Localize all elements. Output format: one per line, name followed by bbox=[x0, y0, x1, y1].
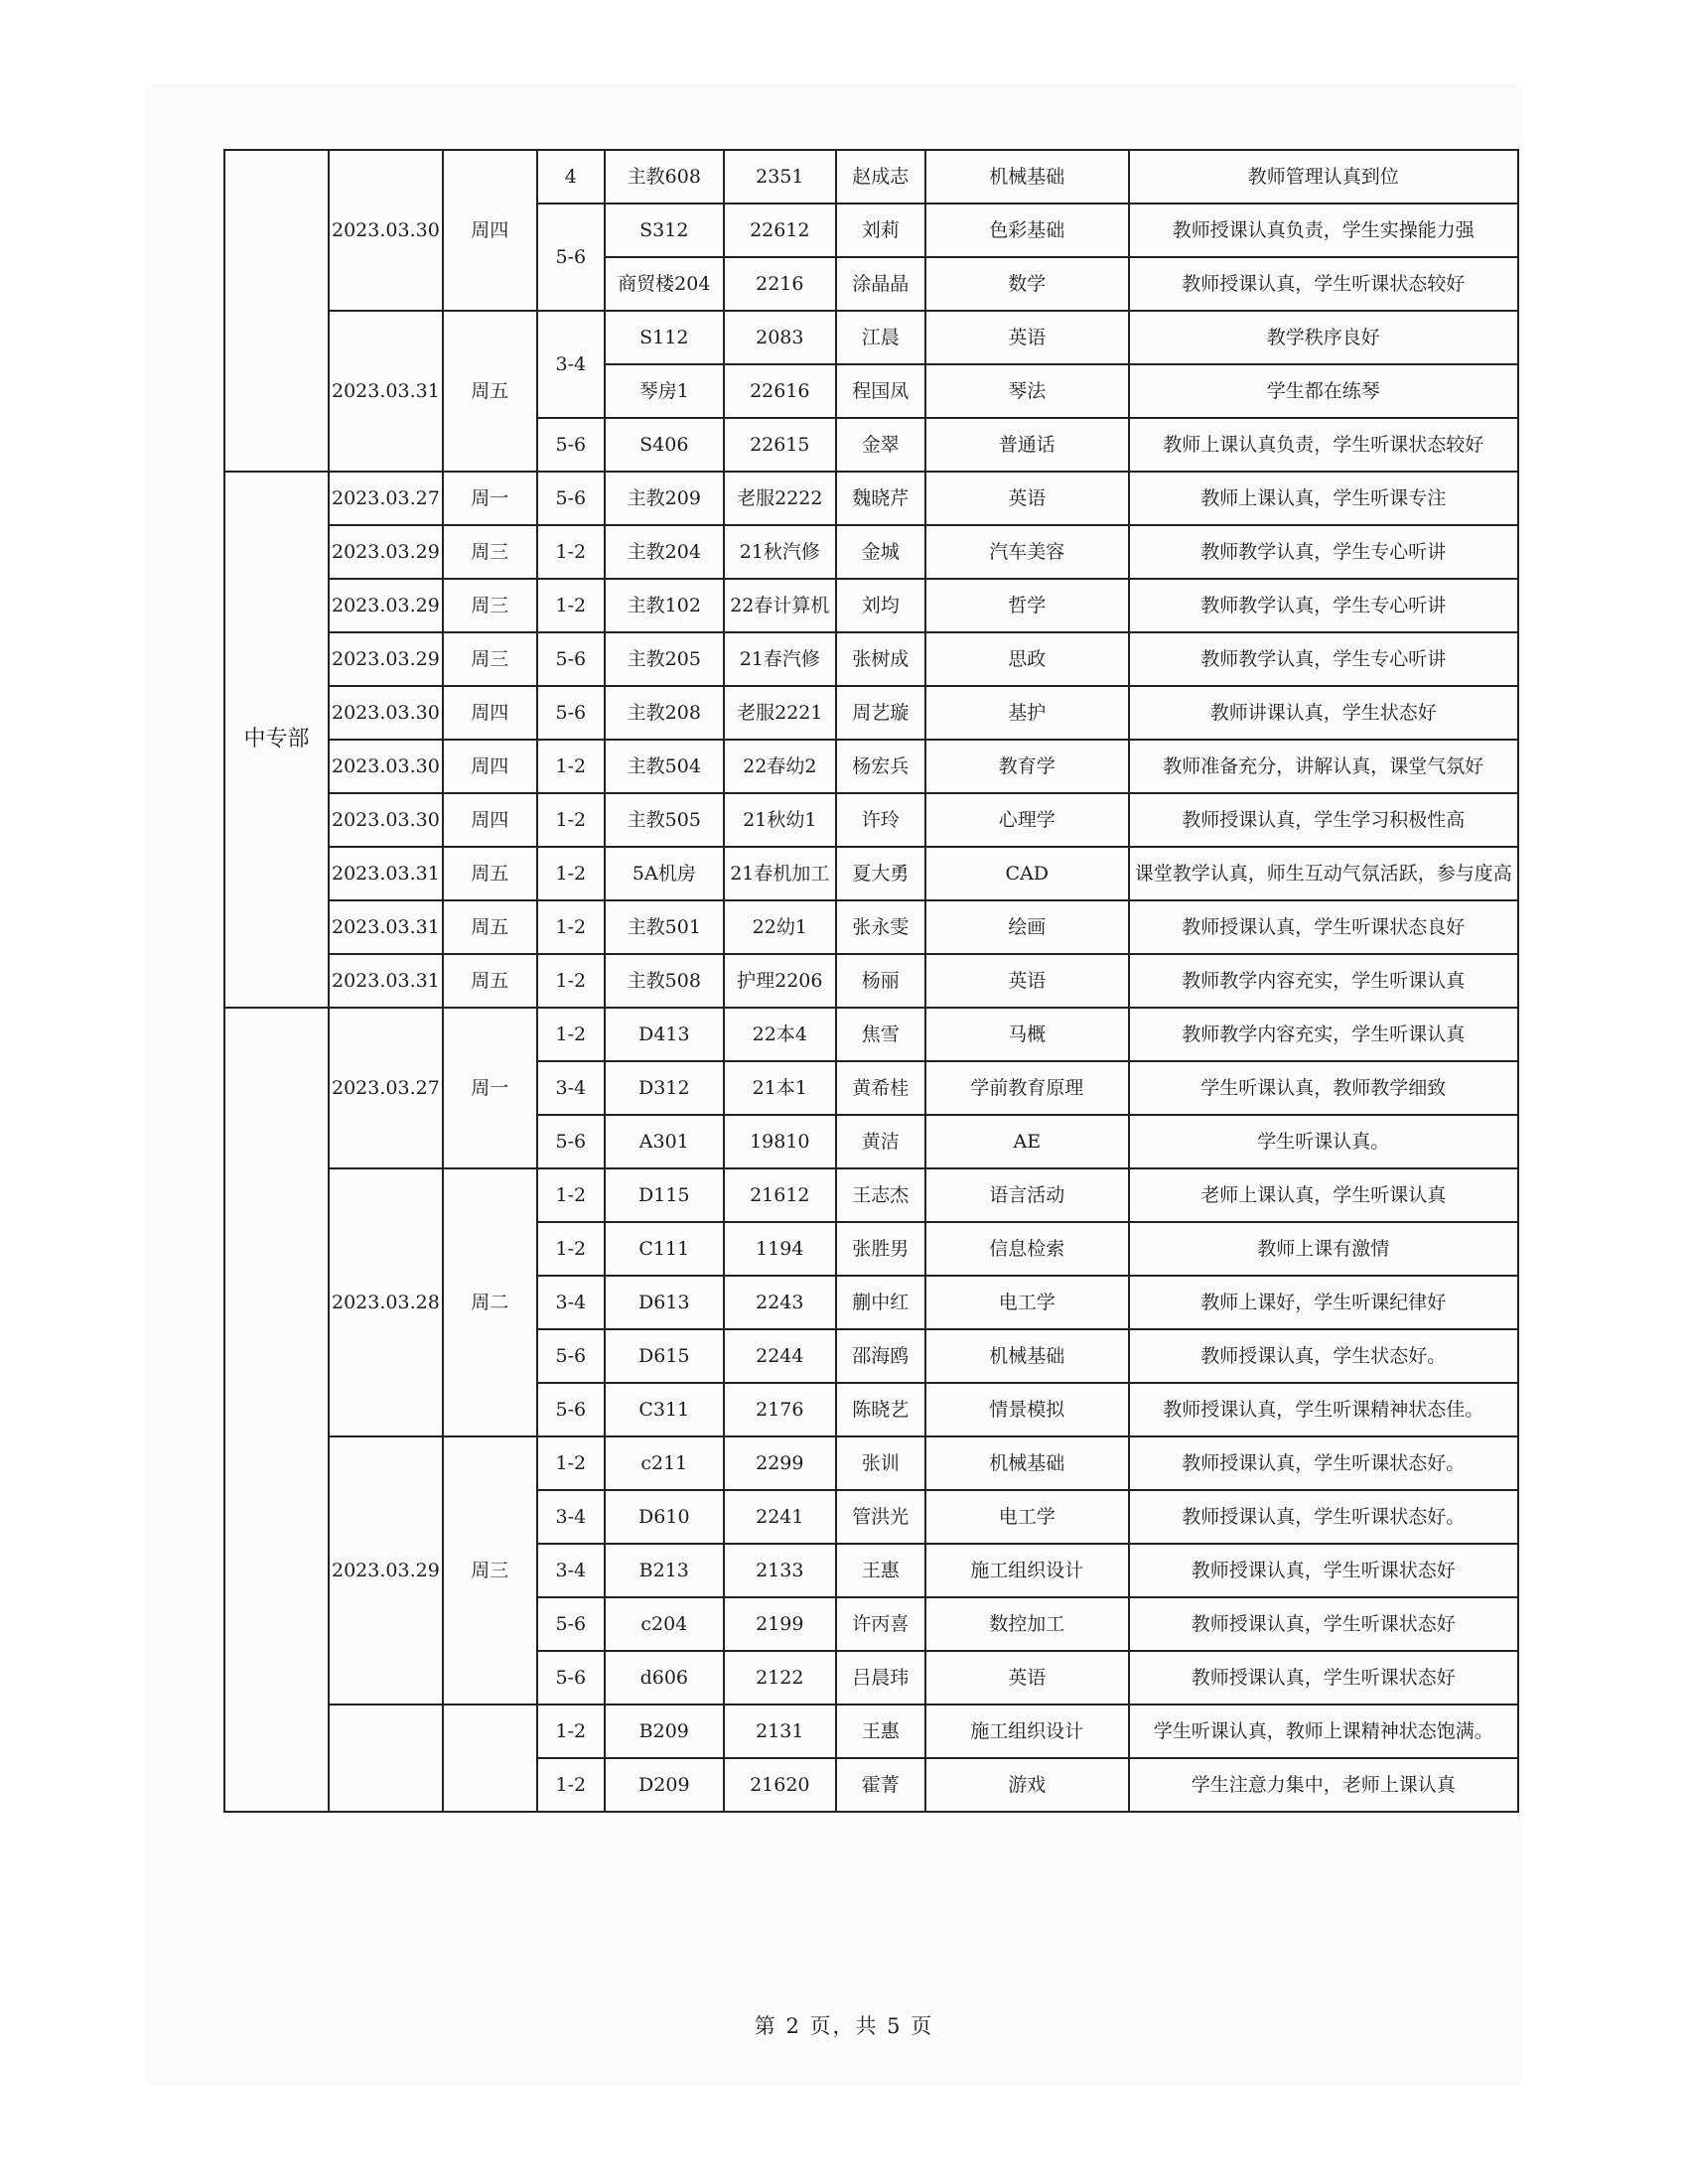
course-cell: 施工组织设计 bbox=[925, 1544, 1129, 1597]
date-cell: 2023.03.29 bbox=[329, 525, 443, 579]
course-cell: CAD bbox=[925, 847, 1129, 900]
class-cell: 21本1 bbox=[724, 1061, 836, 1115]
weekday-cell: 周三 bbox=[443, 579, 537, 632]
weekday-cell: 周三 bbox=[443, 632, 537, 686]
class-cell: 2131 bbox=[724, 1705, 836, 1758]
period-cell: 3-4 bbox=[537, 311, 605, 418]
comment-cell: 教师教学认真，学生专心听讲 bbox=[1129, 579, 1518, 632]
room-cell: 主教505 bbox=[605, 793, 724, 847]
teacher-cell: 许玲 bbox=[836, 793, 925, 847]
weekday-cell: 周五 bbox=[443, 847, 537, 900]
room-cell: A301 bbox=[605, 1115, 724, 1168]
class-cell: 2244 bbox=[724, 1329, 836, 1383]
period-cell: 1-2 bbox=[537, 1168, 605, 1222]
date-cell: 2023.03.29 bbox=[329, 632, 443, 686]
teacher-cell: 杨宏兵 bbox=[836, 740, 925, 793]
course-cell: 学前教育原理 bbox=[925, 1061, 1129, 1115]
date-cell: 2023.03.31 bbox=[329, 900, 443, 954]
weekday-cell: 周五 bbox=[443, 900, 537, 954]
class-cell: 21620 bbox=[724, 1758, 836, 1812]
period-cell: 3-4 bbox=[537, 1061, 605, 1115]
table-row bbox=[224, 1705, 1518, 1758]
room-cell: c211 bbox=[605, 1436, 724, 1490]
inspection-table-body bbox=[224, 150, 1518, 1812]
course-cell: 普通话 bbox=[925, 418, 1129, 472]
date-cell bbox=[329, 1705, 443, 1812]
room-cell: 主教102 bbox=[605, 579, 724, 632]
class-cell: 老服2221 bbox=[724, 686, 836, 740]
room-cell: 主教501 bbox=[605, 900, 724, 954]
period-cell: 1-2 bbox=[537, 954, 605, 1008]
teacher-cell: 刘均 bbox=[836, 579, 925, 632]
weekday-cell: 周五 bbox=[443, 954, 537, 1008]
period-cell: 1-2 bbox=[537, 900, 605, 954]
teacher-cell: 黄希桂 bbox=[836, 1061, 925, 1115]
teacher-cell: 张训 bbox=[836, 1436, 925, 1490]
comment-cell: 课堂教学认真，师生互动气氛活跃，参与度高 bbox=[1129, 847, 1518, 900]
room-cell: C111 bbox=[605, 1222, 724, 1276]
department-cell bbox=[224, 1008, 329, 1812]
teacher-cell: 吕晨玮 bbox=[836, 1651, 925, 1705]
date-cell: 2023.03.30 bbox=[329, 740, 443, 793]
room-cell: 主教508 bbox=[605, 954, 724, 1008]
table-row bbox=[224, 1008, 1518, 1061]
course-cell: 教育学 bbox=[925, 740, 1129, 793]
room-cell: D413 bbox=[605, 1008, 724, 1061]
teacher-cell: 霍菁 bbox=[836, 1758, 925, 1812]
class-cell: 21秋汽修 bbox=[724, 525, 836, 579]
teacher-cell: 张树成 bbox=[836, 632, 925, 686]
table-row bbox=[224, 525, 1518, 579]
date-cell: 2023.03.31 bbox=[329, 954, 443, 1008]
comment-cell: 学生听课认真，教师上课精神状态饱满。 bbox=[1129, 1705, 1518, 1758]
period-cell: 1-2 bbox=[537, 1436, 605, 1490]
class-cell: 22本4 bbox=[724, 1008, 836, 1061]
period-cell: 5-6 bbox=[537, 1651, 605, 1705]
comment-cell: 教师教学认真，学生专心听讲 bbox=[1129, 632, 1518, 686]
comment-cell: 教师授课认真，学生听课状态好。 bbox=[1129, 1436, 1518, 1490]
date-cell: 2023.03.30 bbox=[329, 793, 443, 847]
table-row bbox=[224, 740, 1518, 793]
teacher-cell: 赵成志 bbox=[836, 150, 925, 204]
comment-cell: 学生都在练琴 bbox=[1129, 364, 1518, 418]
class-cell: 21春汽修 bbox=[724, 632, 836, 686]
teacher-cell: 王志杰 bbox=[836, 1168, 925, 1222]
class-cell: 2176 bbox=[724, 1383, 836, 1436]
room-cell: D209 bbox=[605, 1758, 724, 1812]
period-cell: 5-6 bbox=[537, 418, 605, 472]
course-cell: 马概 bbox=[925, 1008, 1129, 1061]
class-cell: 22春计算机 bbox=[724, 579, 836, 632]
teacher-cell: 周艺璇 bbox=[836, 686, 925, 740]
room-cell: d606 bbox=[605, 1651, 724, 1705]
class-cell: 2241 bbox=[724, 1490, 836, 1544]
course-cell: 思政 bbox=[925, 632, 1129, 686]
period-cell: 5-6 bbox=[537, 1597, 605, 1651]
comment-cell: 教师上课认真，学生听课专注 bbox=[1129, 472, 1518, 525]
period-cell: 1-2 bbox=[537, 793, 605, 847]
weekday-cell: 周一 bbox=[443, 472, 537, 525]
class-cell: 2133 bbox=[724, 1544, 836, 1597]
table-row bbox=[224, 472, 1518, 525]
room-cell: 琴房1 bbox=[605, 364, 724, 418]
course-cell: 信息检索 bbox=[925, 1222, 1129, 1276]
teacher-cell: 黄洁 bbox=[836, 1115, 925, 1168]
class-cell: 2199 bbox=[724, 1597, 836, 1651]
period-cell: 1-2 bbox=[537, 1758, 605, 1812]
course-cell: 英语 bbox=[925, 311, 1129, 364]
period-cell: 1-2 bbox=[537, 1008, 605, 1061]
teacher-cell: 涂晶晶 bbox=[836, 257, 925, 311]
teacher-cell: 张胜男 bbox=[836, 1222, 925, 1276]
course-cell: 色彩基础 bbox=[925, 204, 1129, 257]
period-cell: 5-6 bbox=[537, 632, 605, 686]
class-cell: 22616 bbox=[724, 364, 836, 418]
comment-cell: 教师上课好，学生听课纪律好 bbox=[1129, 1276, 1518, 1329]
room-cell: 主教608 bbox=[605, 150, 724, 204]
class-cell: 1194 bbox=[724, 1222, 836, 1276]
course-cell: 机械基础 bbox=[925, 1329, 1129, 1383]
teacher-cell: 邵海鸥 bbox=[836, 1329, 925, 1383]
table-row bbox=[224, 954, 1518, 1008]
weekday-cell: 周三 bbox=[443, 1436, 537, 1705]
comment-cell: 学生听课认真。 bbox=[1129, 1115, 1518, 1168]
date-cell: 2023.03.30 bbox=[329, 686, 443, 740]
room-cell: 主教204 bbox=[605, 525, 724, 579]
table-row bbox=[224, 686, 1518, 740]
comment-cell: 教师上课有激情 bbox=[1129, 1222, 1518, 1276]
weekday-cell: 周四 bbox=[443, 740, 537, 793]
date-cell: 2023.03.27 bbox=[329, 1008, 443, 1168]
period-cell: 3-4 bbox=[537, 1544, 605, 1597]
comment-cell: 教师授课认真，学生听课状态良好 bbox=[1129, 900, 1518, 954]
table-row bbox=[224, 847, 1518, 900]
period-cell: 5-6 bbox=[537, 686, 605, 740]
comment-cell: 教师教学认真，学生专心听讲 bbox=[1129, 525, 1518, 579]
date-cell: 2023.03.29 bbox=[329, 579, 443, 632]
comment-cell: 教师授课认真，学生听课状态好 bbox=[1129, 1544, 1518, 1597]
class-cell: 2299 bbox=[724, 1436, 836, 1490]
comment-cell: 教师管理认真到位 bbox=[1129, 150, 1518, 204]
teacher-cell: 杨丽 bbox=[836, 954, 925, 1008]
comment-cell: 教师讲课认真，学生状态好 bbox=[1129, 686, 1518, 740]
teacher-cell: 王惠 bbox=[836, 1544, 925, 1597]
teacher-cell: 夏大勇 bbox=[836, 847, 925, 900]
class-cell: 19810 bbox=[724, 1115, 836, 1168]
comment-cell: 教师授课认真，学生听课状态好。 bbox=[1129, 1490, 1518, 1544]
comment-cell: 教师授课认真，学生听课状态好 bbox=[1129, 1597, 1518, 1651]
date-cell: 2023.03.27 bbox=[329, 472, 443, 525]
course-cell: 心理学 bbox=[925, 793, 1129, 847]
course-cell: 英语 bbox=[925, 954, 1129, 1008]
teacher-cell: 焦雪 bbox=[836, 1008, 925, 1061]
class-cell: 2083 bbox=[724, 311, 836, 364]
course-cell: 电工学 bbox=[925, 1276, 1129, 1329]
teacher-cell: 刘莉 bbox=[836, 204, 925, 257]
date-cell: 2023.03.28 bbox=[329, 1168, 443, 1436]
course-cell: 游戏 bbox=[925, 1758, 1129, 1812]
teacher-cell: 管洪光 bbox=[836, 1490, 925, 1544]
period-cell: 5-6 bbox=[537, 204, 605, 311]
date-cell: 2023.03.31 bbox=[329, 847, 443, 900]
course-cell: 数学 bbox=[925, 257, 1129, 311]
teacher-cell: 魏晓芹 bbox=[836, 472, 925, 525]
comment-cell: 教师准备充分，讲解认真，课堂气氛好 bbox=[1129, 740, 1518, 793]
class-cell: 22幼1 bbox=[724, 900, 836, 954]
department-cell bbox=[224, 150, 329, 472]
room-cell: S406 bbox=[605, 418, 724, 472]
comment-cell: 教师授课认真，学生听课状态较好 bbox=[1129, 257, 1518, 311]
course-cell: 基护 bbox=[925, 686, 1129, 740]
period-cell: 5-6 bbox=[537, 472, 605, 525]
class-cell: 22春幼2 bbox=[724, 740, 836, 793]
inspection-table-wrapper bbox=[223, 149, 1519, 1813]
teacher-cell: 蒯中红 bbox=[836, 1276, 925, 1329]
comment-cell: 老师上课认真，学生听课认真 bbox=[1129, 1168, 1518, 1222]
page-footer: 第 2 页，共 5 页 bbox=[754, 2014, 934, 2038]
course-cell: AE bbox=[925, 1115, 1129, 1168]
room-cell: 主教208 bbox=[605, 686, 724, 740]
inspection-table bbox=[223, 149, 1519, 1813]
period-cell: 1-2 bbox=[537, 740, 605, 793]
class-cell: 2216 bbox=[724, 257, 836, 311]
teacher-cell: 江晨 bbox=[836, 311, 925, 364]
date-cell: 2023.03.30 bbox=[329, 150, 443, 311]
course-cell: 哲学 bbox=[925, 579, 1129, 632]
table-row bbox=[224, 579, 1518, 632]
class-cell: 2351 bbox=[724, 150, 836, 204]
table-row bbox=[224, 900, 1518, 954]
room-cell: D613 bbox=[605, 1276, 724, 1329]
room-cell: C311 bbox=[605, 1383, 724, 1436]
room-cell: S312 bbox=[605, 204, 724, 257]
room-cell: B209 bbox=[605, 1705, 724, 1758]
class-cell: 2243 bbox=[724, 1276, 836, 1329]
class-cell: 2122 bbox=[724, 1651, 836, 1705]
period-cell: 4 bbox=[537, 150, 605, 204]
class-cell: 21612 bbox=[724, 1168, 836, 1222]
room-cell: 主教205 bbox=[605, 632, 724, 686]
weekday-cell: 周一 bbox=[443, 1008, 537, 1168]
weekday-cell: 周三 bbox=[443, 525, 537, 579]
teacher-cell: 张永雯 bbox=[836, 900, 925, 954]
period-cell: 1-2 bbox=[537, 1222, 605, 1276]
comment-cell: 教师教学内容充实，学生听课认真 bbox=[1129, 954, 1518, 1008]
room-cell: D615 bbox=[605, 1329, 724, 1383]
comment-cell: 教师授课认真，学生状态好。 bbox=[1129, 1329, 1518, 1383]
table-row bbox=[224, 1168, 1518, 1222]
comment-cell: 教师上课认真负责，学生听课状态较好 bbox=[1129, 418, 1518, 472]
period-cell: 1-2 bbox=[537, 579, 605, 632]
period-cell: 5-6 bbox=[537, 1329, 605, 1383]
period-cell: 3-4 bbox=[537, 1490, 605, 1544]
room-cell: D610 bbox=[605, 1490, 724, 1544]
course-cell: 机械基础 bbox=[925, 150, 1129, 204]
weekday-cell: 周二 bbox=[443, 1168, 537, 1436]
comment-cell: 教师授课认真负责，学生实操能力强 bbox=[1129, 204, 1518, 257]
course-cell: 语言活动 bbox=[925, 1168, 1129, 1222]
room-cell: 5A机房 bbox=[605, 847, 724, 900]
course-cell: 情景模拟 bbox=[925, 1383, 1129, 1436]
weekday-cell bbox=[443, 1705, 537, 1812]
class-cell: 22612 bbox=[724, 204, 836, 257]
room-cell: 主教504 bbox=[605, 740, 724, 793]
weekday-cell: 周五 bbox=[443, 311, 537, 472]
table-row bbox=[224, 311, 1518, 364]
course-cell: 电工学 bbox=[925, 1490, 1129, 1544]
comment-cell: 学生听课认真，教师教学细致 bbox=[1129, 1061, 1518, 1115]
table-row bbox=[224, 1436, 1518, 1490]
period-cell: 3-4 bbox=[537, 1276, 605, 1329]
teacher-cell: 金城 bbox=[836, 525, 925, 579]
comment-cell: 教师教学内容充实，学生听课认真 bbox=[1129, 1008, 1518, 1061]
class-cell: 21春机加工 bbox=[724, 847, 836, 900]
course-cell: 英语 bbox=[925, 1651, 1129, 1705]
room-cell: c204 bbox=[605, 1597, 724, 1651]
table-row bbox=[224, 793, 1518, 847]
comment-cell: 教学秩序良好 bbox=[1129, 311, 1518, 364]
course-cell: 琴法 bbox=[925, 364, 1129, 418]
course-cell: 英语 bbox=[925, 472, 1129, 525]
teacher-cell: 王惠 bbox=[836, 1705, 925, 1758]
room-cell: B213 bbox=[605, 1544, 724, 1597]
teacher-cell: 金翠 bbox=[836, 418, 925, 472]
period-cell: 1-2 bbox=[537, 1705, 605, 1758]
course-cell: 机械基础 bbox=[925, 1436, 1129, 1490]
department-cell: 中专部 bbox=[224, 472, 329, 1008]
room-cell: 商贸楼204 bbox=[605, 257, 724, 311]
period-cell: 5-6 bbox=[537, 1115, 605, 1168]
teacher-cell: 程国凤 bbox=[836, 364, 925, 418]
date-cell: 2023.03.31 bbox=[329, 311, 443, 472]
room-cell: D115 bbox=[605, 1168, 724, 1222]
class-cell: 21秋幼1 bbox=[724, 793, 836, 847]
course-cell: 汽车美容 bbox=[925, 525, 1129, 579]
period-cell: 5-6 bbox=[537, 1383, 605, 1436]
course-cell: 施工组织设计 bbox=[925, 1705, 1129, 1758]
class-cell: 护理2206 bbox=[724, 954, 836, 1008]
period-cell: 1-2 bbox=[537, 525, 605, 579]
room-cell: 主教209 bbox=[605, 472, 724, 525]
comment-cell: 教师授课认真，学生听课精神状态佳。 bbox=[1129, 1383, 1518, 1436]
comment-cell: 教师授课认真，学生学习积极性高 bbox=[1129, 793, 1518, 847]
room-cell: D312 bbox=[605, 1061, 724, 1115]
comment-cell: 教师授课认真，学生听课状态好 bbox=[1129, 1651, 1518, 1705]
table-row bbox=[224, 150, 1518, 204]
table-row bbox=[224, 632, 1518, 686]
date-cell: 2023.03.29 bbox=[329, 1436, 443, 1705]
teacher-cell: 陈晓艺 bbox=[836, 1383, 925, 1436]
course-cell: 数控加工 bbox=[925, 1597, 1129, 1651]
teacher-cell: 许丙喜 bbox=[836, 1597, 925, 1651]
period-cell: 1-2 bbox=[537, 847, 605, 900]
class-cell: 老服2222 bbox=[724, 472, 836, 525]
course-cell: 绘画 bbox=[925, 900, 1129, 954]
room-cell: S112 bbox=[605, 311, 724, 364]
comment-cell: 学生注意力集中，老师上课认真 bbox=[1129, 1758, 1518, 1812]
class-cell: 22615 bbox=[724, 418, 836, 472]
weekday-cell: 周四 bbox=[443, 686, 537, 740]
weekday-cell: 周四 bbox=[443, 150, 537, 311]
weekday-cell: 周四 bbox=[443, 793, 537, 847]
